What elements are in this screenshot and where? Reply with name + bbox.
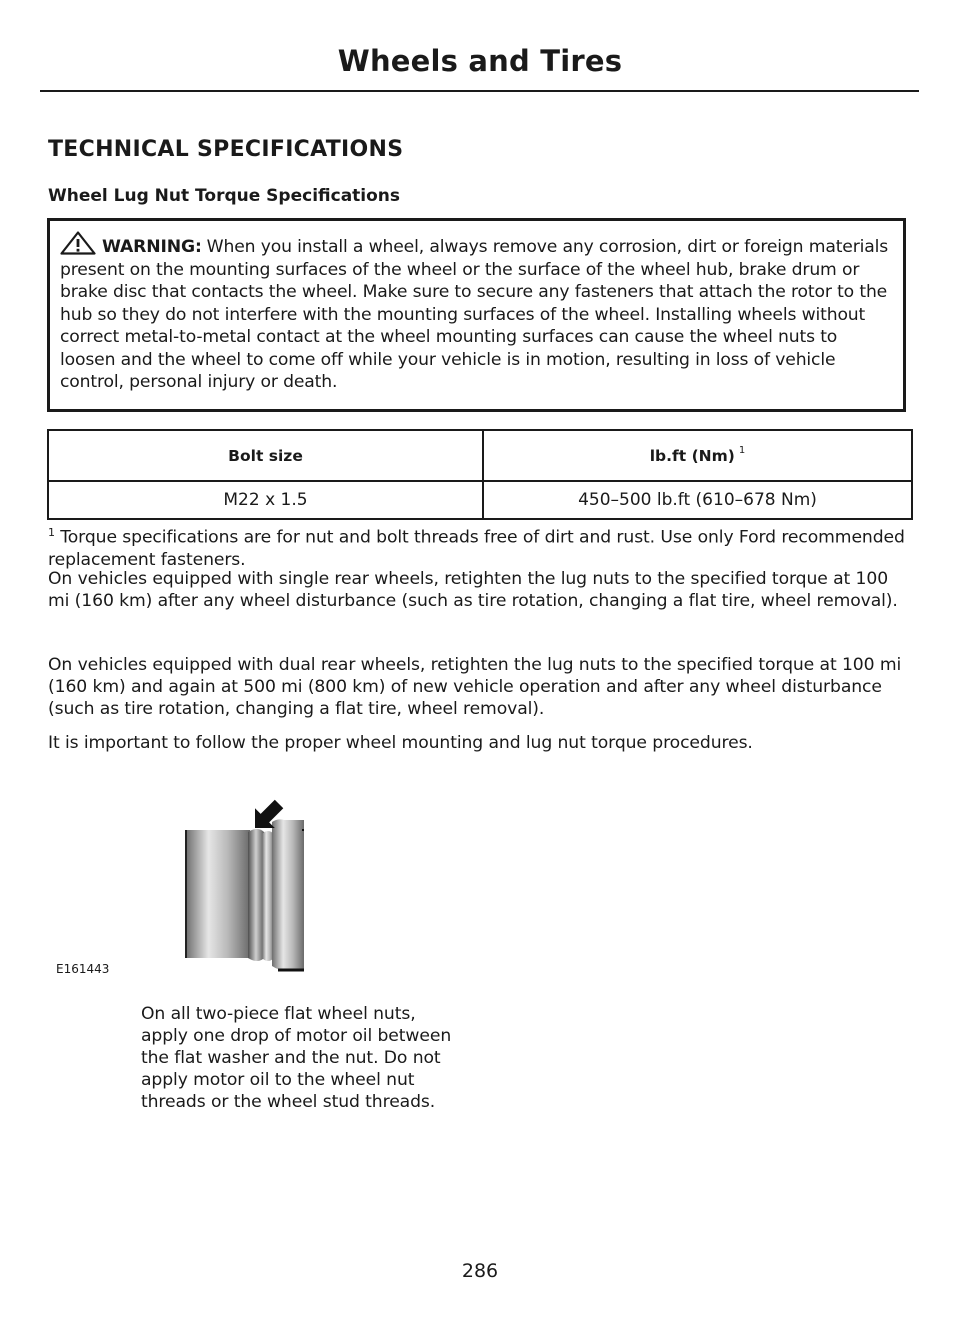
table-cell-bolt-size: M22 x 1.5 xyxy=(48,481,483,519)
footnote-text: Torque specifications are for nut and bolt threads free of dirt and rust. Use only Ford recommended replacement fasteners. xyxy=(48,527,905,570)
paragraph-dual-rear-wheels: On vehicles equipped with dual rear wheels, retighten the lug nuts to the specified torque at 100 mi (160 km) and again at 500 mi (800 km) of new vehicle operation and after any wheel disturbance (such as tire rotation, changing a flat tire, wheel removal). xyxy=(48,655,902,719)
table-cell-torque: 450–500 lb.ft (610–678 Nm) xyxy=(483,481,912,519)
table-footnote xyxy=(48,522,914,571)
paragraph-procedure-note: It is important to follow the proper wheel mounting and lug nut torque procedures. xyxy=(48,733,753,753)
paragraph-single-rear-wheels: On vehicles equipped with single rear wheels, retighten the lug nuts to the specified torque at 100 mi (160 km) after any wheel disturbance (such as tire rotation, changing a flat tire, wheel removal). xyxy=(48,569,898,611)
wheel-nut-illustration xyxy=(50,780,450,980)
torque-spec-table xyxy=(47,429,913,520)
page-number: 286 xyxy=(461,1260,499,1282)
column-header-bolt-size: Bolt size xyxy=(48,430,483,481)
chapter-title: Wheels and Tires xyxy=(337,44,623,78)
figure-caption: On all two-piece flat wheel nuts, apply one drop of motor oil between the flat washer and the nut. Do not apply motor oil to the wheel nut threads or the wheel stud threads. xyxy=(141,1004,452,1112)
warning-box xyxy=(47,218,906,412)
column-header-torque: lb.ft (Nm) $^1$ xyxy=(483,430,912,481)
subsection-title: Wheel Lug Nut Torque Specifications xyxy=(48,186,401,206)
table-row xyxy=(48,481,912,519)
footnote-marker: 1 xyxy=(738,444,746,456)
warning-triangle-icon xyxy=(60,231,96,255)
header-divider xyxy=(40,90,919,92)
section-title: TECHNICAL SPECIFICATIONS xyxy=(48,137,404,162)
warning-label: WARNING: xyxy=(102,237,202,257)
table-header-row xyxy=(48,430,912,481)
footnote-marker: 1 xyxy=(48,526,55,539)
figure-id: E161443 xyxy=(56,962,110,976)
warning-text: When you install a wheel, always remove any corrosion, dirt or foreign materials present on the mounting surfaces of the wheel or the surface of the wheel hub, brake drum or brake disc that contacts the wheel. Make sure to secure any fasteners that attach the rotor to the hub so they do not interfere with the mounting surfaces of the wheel. Installing wheels without correct metal-to-metal contact at the wheel mounting surfaces can cause the wheel nuts to loosen and the wheel to come off while your vehicle is in motion, resulting in loss of vehicle control, personal injury or death. xyxy=(60,237,889,392)
